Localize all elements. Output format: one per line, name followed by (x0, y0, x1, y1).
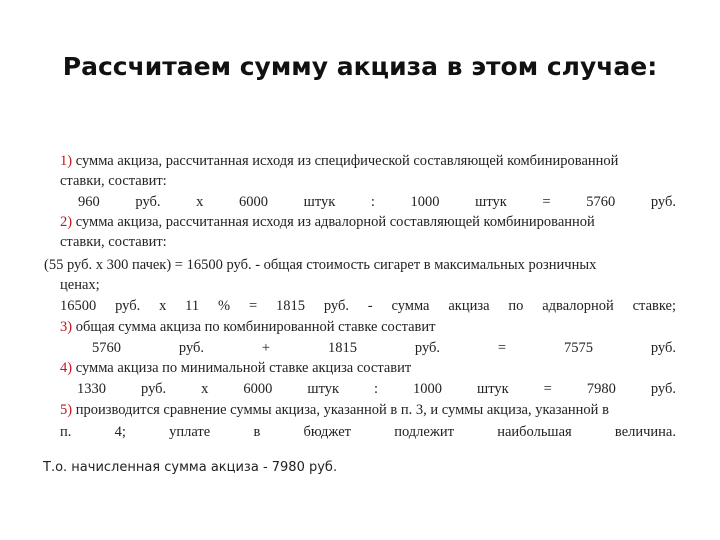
item-5-number: 5) (60, 402, 73, 418)
item-1-text: сумма акциза, рассчитанная исходя из специфической составляющей комбинированной (72, 153, 619, 169)
item-1-continuation: ставки, составит: (60, 173, 167, 189)
item-1-number: 1) (60, 153, 73, 169)
item-2-line (60, 213, 595, 231)
item-5-line (60, 401, 609, 419)
item-1-formula: 960 руб. х 6000 штук : 1000 штук = 5760 руб. (78, 194, 676, 210)
item-2-calc: (55 руб. х 300 пачек) = 16500 руб. - общая стоимость сигарет в максимальных розничных (44, 257, 597, 273)
item-2-text: сумма акциза, рассчитанная исходя из адвалорной составляющей комбинированной (72, 214, 595, 230)
conclusion: Т.о. начисленная сумма акциза - 7980 руб. (43, 460, 338, 475)
item-3-line (60, 318, 436, 336)
item-3-text: общая сумма акциза по комбинированной ставке составит (72, 319, 436, 335)
slide-title: Рассчитаем сумму акциза в этом случае: (62, 52, 658, 81)
item-3-number: 3) (60, 319, 73, 335)
item-4-line (60, 359, 411, 377)
item-4-text: сумма акциза по минимальной ставке акциза составит (72, 360, 412, 376)
item-4-formula: 1330 руб. х 6000 штук : 1000 штук = 7980 руб. (77, 381, 676, 397)
item-5-continuation: п. 4; уплате в бюджет подлежит наибольшая величина. (60, 424, 676, 440)
item-1-line (60, 152, 618, 170)
item-2-result: 16500 руб. х 11 % = 1815 руб. - сумма акциза по адвалорной ставке; (60, 298, 676, 314)
item-2-continuation: ставки, составит: (60, 234, 167, 250)
item-4-number: 4) (60, 360, 73, 376)
item-2-calc-continuation: ценах; (60, 277, 100, 293)
item-3-formula: 5760 руб. + 1815 руб. = 7575 руб. (92, 340, 676, 356)
item-5-text: производится сравнение суммы акциза, указанной в п. 3, и суммы акциза, указанной в (72, 402, 609, 418)
item-2-number: 2) (60, 214, 73, 230)
